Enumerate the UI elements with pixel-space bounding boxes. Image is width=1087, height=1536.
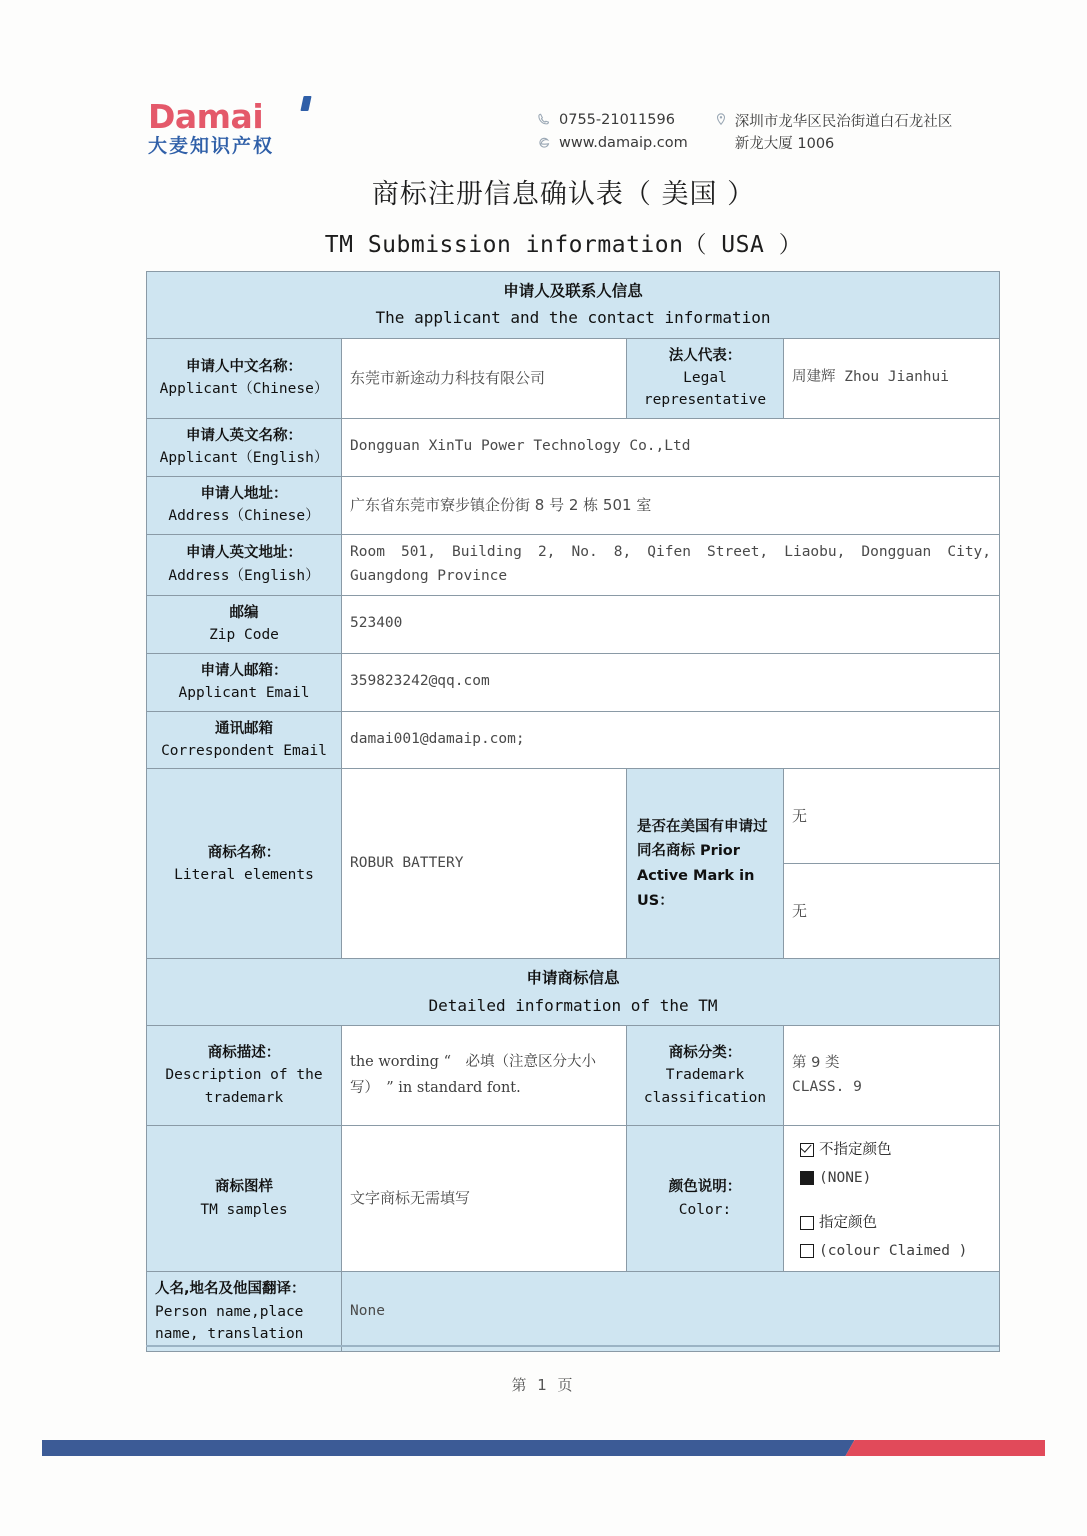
value-literal-elements[interactable]: ROBUR BATTERY (342, 769, 627, 959)
label-tm-samples (147, 1126, 342, 1272)
checkbox-empty-icon[interactable] (800, 1216, 814, 1230)
label-address-chinese-cn: 申请人地址： (200, 485, 288, 502)
label-applicant-email (147, 653, 342, 711)
value-color-options (784, 1126, 1000, 1272)
label-trademark-description (147, 1026, 342, 1126)
label-person-place-translation-en2: name, translation (155, 1326, 304, 1342)
label-trademark-classification-en1: Trademark (665, 1067, 745, 1084)
table-row (147, 1272, 1000, 1352)
value-zip-code[interactable]: 523400 (342, 595, 1000, 653)
contact-address-text: 深圳市龙华区民治街道白石龙社区新龙大厦 1006 (734, 114, 953, 152)
page-number: 第 1 页 (511, 1376, 576, 1394)
contact-website-text: www.damaip.com (559, 135, 688, 151)
value-person-place-translation[interactable]: None (342, 1272, 1000, 1352)
value-prior-active-mark-bottom[interactable]: 无 (784, 864, 1000, 959)
value-trademark-classification-cn: 第 9 类 (792, 1054, 840, 1071)
label-applicant-chinese (147, 338, 342, 418)
section-header-applicant-en: The applicant and the contact information (375, 308, 771, 328)
label-zip-code-en: Zip Code (209, 627, 279, 644)
label-literal-elements-en: Literal elements (174, 866, 314, 883)
label-legal-representative (627, 338, 784, 418)
color-option-claimed-en[interactable] (800, 1237, 991, 1265)
label-applicant-english (147, 418, 342, 476)
label-address-chinese (147, 476, 342, 534)
contact-column-primary (538, 112, 688, 156)
value-trademark-classification-en: CLASS. 9 (792, 1078, 862, 1095)
label-applicant-chinese-cn: 申请人中文名称： (186, 358, 302, 375)
label-zip-code-cn: 邮编 (229, 604, 259, 621)
label-address-chinese-en: Address（Chinese） (168, 508, 320, 525)
table-row (147, 595, 1000, 653)
color-option-none[interactable] (800, 1164, 991, 1192)
label-color-cn: 颜色说明： (668, 1179, 742, 1196)
color-option-no-color-label: 不指定颜色 (819, 1142, 892, 1158)
value-correspondent-email[interactable]: damai001@damaip.com; (342, 711, 1000, 769)
color-option-none-label: (NONE) (819, 1170, 872, 1187)
table-row (147, 1026, 1000, 1126)
section-header-trademark (147, 959, 1000, 1026)
label-tm-samples-cn: 商标图样 (215, 1179, 273, 1196)
logo-wordmark (148, 97, 308, 136)
submission-info-table (146, 271, 1000, 1352)
page-title-english: TM Submission information（ USA ） (324, 232, 803, 258)
footer-bar-blue (42, 1440, 854, 1456)
logo-subtitle: 大麦知识产权 (148, 135, 275, 157)
label-literal-elements-cn: 商标名称： (207, 844, 281, 861)
logo-dot-icon (300, 96, 311, 111)
label-person-place-translation (147, 1272, 342, 1352)
table-row (147, 711, 1000, 769)
label-applicant-email-cn: 申请人邮箱： (200, 662, 288, 679)
section-header-trademark-cn: 申请商标信息 (526, 969, 620, 988)
label-color-en: Color: (678, 1201, 732, 1218)
label-applicant-english-en: Applicant（English） (159, 450, 329, 467)
footer-divider (146, 1345, 999, 1347)
label-legal-representative-en2: representative (643, 392, 767, 409)
checkbox-empty-icon[interactable] (800, 1244, 814, 1258)
contact-address-line (714, 112, 964, 156)
label-legal-representative-en1: Legal (683, 370, 727, 386)
document-header (148, 97, 1007, 180)
section-header-applicant-cn: 申请人及联系人信息 (503, 282, 643, 300)
table-row (147, 653, 1000, 711)
label-trademark-description-cn: 商标描述： (207, 1044, 281, 1061)
checkbox-filled-icon[interactable] (800, 1171, 814, 1185)
contact-website-line (538, 135, 688, 151)
checkbox-spacer (800, 1193, 991, 1209)
page-title-chinese: 商标注册信息确认表（ 美国 ） (371, 179, 756, 210)
label-applicant-email-en: Applicant Email (178, 685, 310, 702)
color-option-claimed-en-label: (colour Claimed ) (819, 1242, 968, 1259)
label-prior-active-mark (627, 769, 784, 959)
label-trademark-classification-en2: classification (643, 1089, 767, 1106)
label-prior-active-mark-text: 是否在美国有申请过同名商标 Prior Active Mark in US： (637, 818, 768, 909)
value-applicant-english[interactable]: Dongguan XinTu Power Technology Co.,Ltd (342, 418, 1000, 476)
label-address-english (147, 534, 342, 595)
label-trademark-classification-cn: 商标分类： (668, 1044, 742, 1061)
label-trademark-description-en1: Description of the (165, 1067, 323, 1084)
color-option-claimed-cn-label: 指定颜色 (819, 1214, 877, 1231)
color-checkbox-list (792, 1136, 991, 1265)
color-option-no-color[interactable] (800, 1136, 991, 1164)
table-row (147, 534, 1000, 595)
label-address-english-en: Address（English） (168, 567, 320, 584)
table-row (147, 272, 1000, 339)
footer-decorative-bar (42, 1440, 1045, 1456)
logo-wordmark-text: Damai (148, 97, 264, 136)
contact-phone-line (538, 112, 688, 128)
value-address-english[interactable]: Room 501, Building 2, No. 8, Qifen Street, Liaobu, Dongguan City, Guangdong Province (342, 534, 1000, 595)
label-trademark-classification (627, 1026, 784, 1126)
label-correspondent-email-cn: 通讯邮箱 (215, 720, 273, 737)
label-applicant-english-cn: 申请人英文名称： (186, 427, 302, 444)
section-header-trademark-en: Detailed information of the TM (428, 995, 718, 1015)
phone-icon (538, 112, 552, 127)
color-option-claimed-cn[interactable] (800, 1209, 991, 1237)
value-prior-active-mark-top[interactable]: 无 (784, 769, 1000, 864)
checkbox-checked-icon[interactable] (800, 1143, 814, 1157)
contact-column-address (714, 112, 964, 156)
table-row (147, 476, 1000, 534)
value-applicant-chinese[interactable]: 东莞市新途动力科技有限公司 (342, 338, 627, 418)
label-color (627, 1126, 784, 1272)
table-row (147, 769, 1000, 864)
value-legal-representative[interactable]: 周建辉 Zhou Jianhui (784, 338, 1000, 418)
footer-bar-red (845, 1440, 1045, 1456)
value-trademark-description[interactable]: the wording “ 必填（注意区分大小写） ” in standard font. (342, 1026, 627, 1126)
contact-info (538, 112, 964, 156)
label-address-english-cn: 申请人英文地址： (186, 545, 302, 562)
label-correspondent-email-en: Correspondent Email (161, 743, 327, 759)
value-address-chinese[interactable]: 广东省东莞市寮步镇企份街 8 号 2 栋 501 室 (342, 476, 1000, 534)
browser-e-icon (538, 135, 552, 150)
label-tm-samples-en: TM samples (200, 1201, 288, 1218)
value-applicant-email[interactable]: 359823242@qq.com (342, 653, 1000, 711)
company-logo (148, 97, 308, 157)
table-row (147, 1126, 1000, 1272)
label-person-place-translation-en1: Person name,place (155, 1303, 304, 1320)
value-tm-samples[interactable]: 文字商标无需填写 (342, 1126, 627, 1272)
label-correspondent-email (147, 711, 342, 769)
label-zip-code (147, 595, 342, 653)
label-person-place-translation-cn: 人名,地名及他国翻译： (155, 1281, 306, 1298)
label-trademark-description-en2: trademark (204, 1089, 284, 1106)
label-applicant-chinese-en: Applicant（Chinese） (159, 381, 329, 398)
value-trademark-classification[interactable] (784, 1026, 1000, 1126)
section-header-applicant (147, 272, 1000, 339)
label-literal-elements (147, 769, 342, 959)
location-pin-icon (714, 112, 728, 127)
label-legal-representative-cn: 法人代表： (668, 347, 742, 364)
contact-phone-text: 0755-21011596 (559, 112, 675, 128)
table-row (147, 418, 1000, 476)
table-row (147, 338, 1000, 418)
table-row (147, 959, 1000, 1026)
